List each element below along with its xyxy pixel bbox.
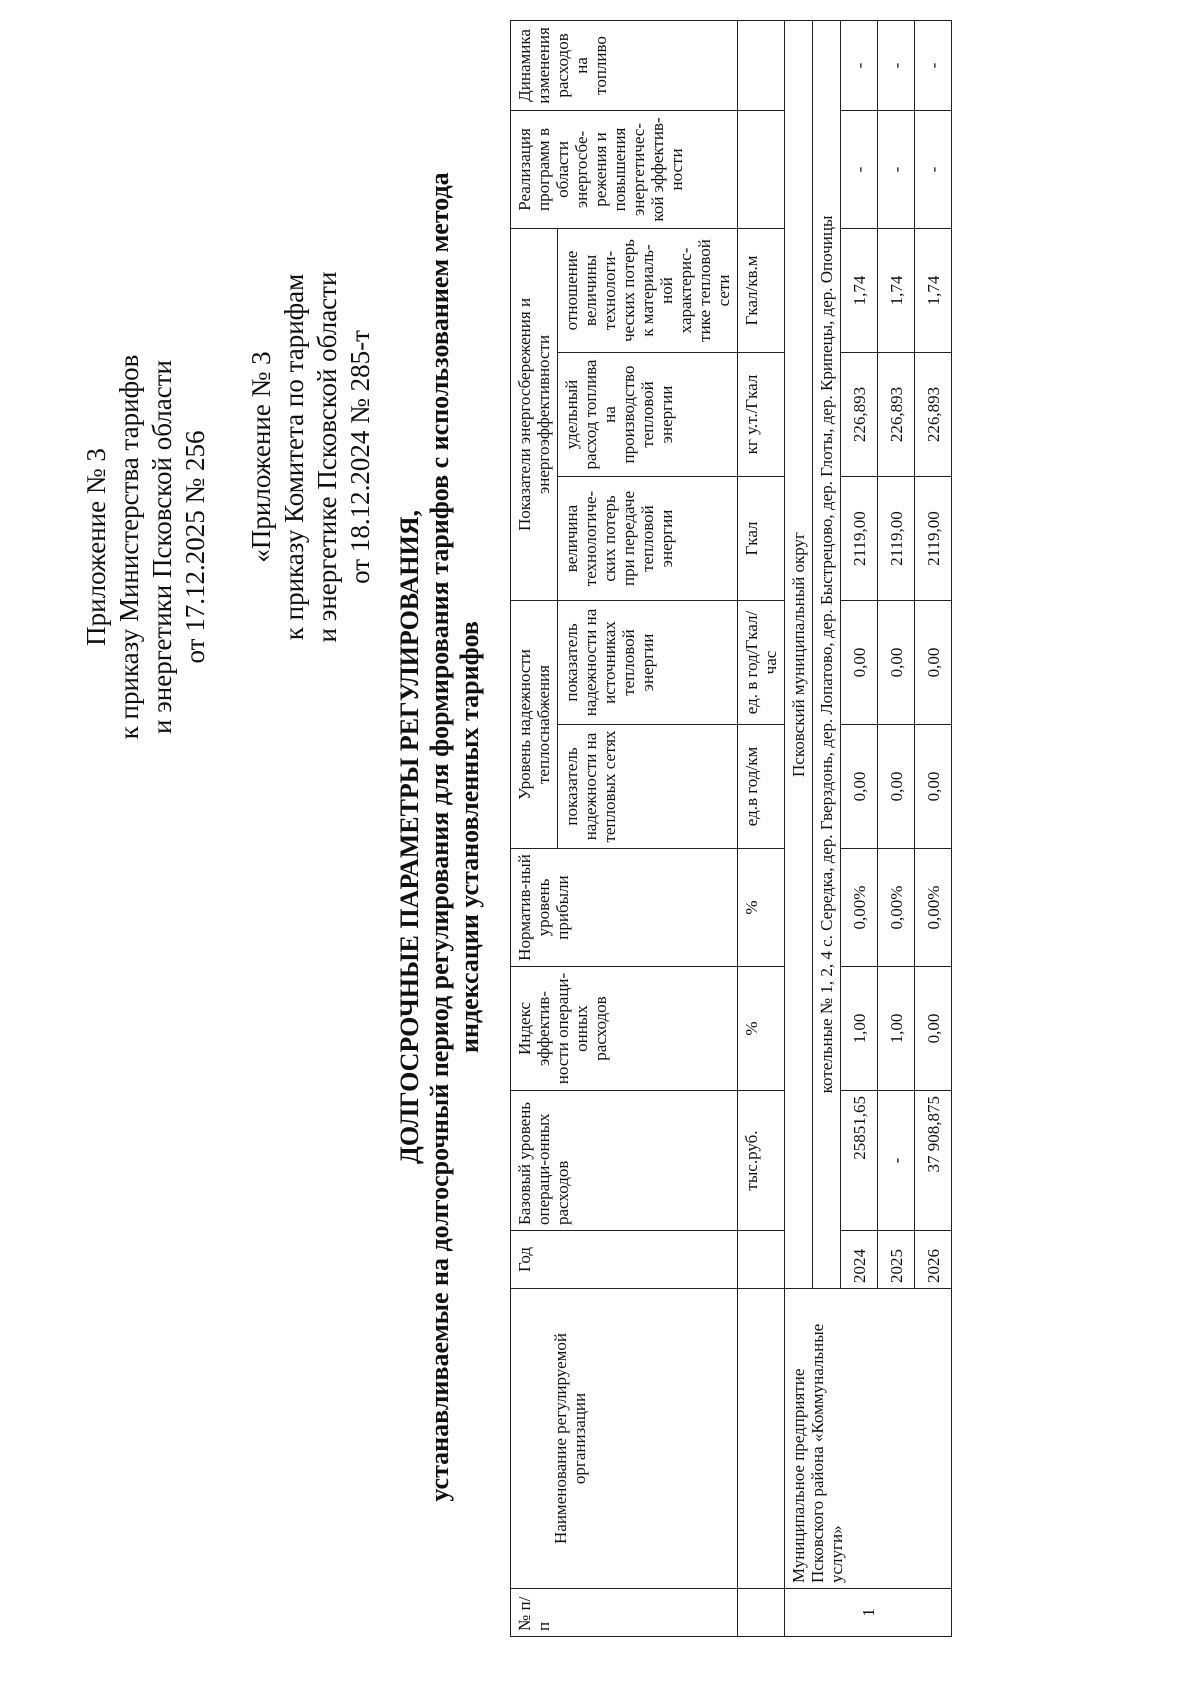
units-row <box>738 20 785 1636</box>
header-loss-ratio: отношение величины технологи-ческих потерь к материаль-ной характерис-тике тепловой сети <box>558 228 738 352</box>
header-reliability-group: Уровень надежности теплоснабжения <box>511 601 558 849</box>
header-line: от 18.12.2024 № 285-т <box>345 330 375 584</box>
cell-eff-index: 0,00 <box>915 967 952 1091</box>
cell-eff-index: 1,00 <box>878 967 915 1091</box>
header-fuel-rate: удельный расход топлива на производство тепловой энергии <box>558 353 738 477</box>
header-eff-index: Индекс эффектив-ности операци-онных расходов <box>511 967 738 1091</box>
header-programs: Реализация программ в области энергосбе-режения и повышения энергетичес-кой эффектив-ности <box>511 110 738 228</box>
cell-rel-sources: 0,00 <box>841 601 878 725</box>
cell-year: 2024 <box>841 1231 878 1289</box>
units-empty <box>738 20 785 110</box>
header-num: № п/п <box>511 1589 738 1637</box>
cell-fuel-rate: 226,893 <box>878 353 915 477</box>
title-line: индексации установленных тарифов <box>455 621 484 1053</box>
cell-rel-networks: 0,00 <box>878 725 915 849</box>
units-empty <box>738 1289 785 1589</box>
header-line: к приказу Министерства тарифов <box>114 354 144 740</box>
cell-programs: - <box>915 110 952 228</box>
header-line: от 17.12.2025 № 256 <box>180 430 210 664</box>
header-energy-group: Показатели энергосбережения и энергоэффективности <box>511 228 558 600</box>
header-rel-sources: показатель надежности на источниках тепловой энергии <box>558 601 738 725</box>
cell-losses: 2119,00 <box>841 477 878 601</box>
cell-eff-index: 1,00 <box>841 967 878 1091</box>
cell-loss-ratio: 1,74 <box>841 228 878 352</box>
cell-programs: - <box>841 110 878 228</box>
cell-profit: 0,00% <box>915 849 952 967</box>
organization-name: Муниципальное предприятие Псковского района «Коммунальные услуги» <box>785 1289 952 1589</box>
header-fuel-dynamics: Динамика изменения расходов на топливо <box>511 20 738 110</box>
cell-fuel-dynamics: - <box>878 20 915 110</box>
header-rel-networks: показатель надежности на тепловых сетях <box>558 725 738 849</box>
title-line: ДОЛГОСРОЧНЫЕ ПАРАМЕТРЫ РЕГУЛИРОВАНИЯ, <box>395 509 424 1165</box>
district-name: Псковский муниципальный округ <box>785 20 813 1288</box>
unit-base-opex: тыс.руб. <box>738 1091 785 1231</box>
cell-fuel-dynamics: - <box>841 20 878 110</box>
cell-loss-ratio: 1,74 <box>915 228 952 352</box>
header-losses: величина технологиче-ских потерь при передаче тепловой энергии <box>558 477 738 601</box>
cell-fuel-rate: 226,893 <box>915 353 952 477</box>
cell-rel-networks: 0,00 <box>841 725 878 849</box>
cell-year: 2026 <box>915 1231 952 1289</box>
unit-rel-sources: ед. в год/Гкал/час <box>738 601 785 725</box>
cell-base-opex: 25851,65 <box>841 1091 878 1231</box>
unit-loss-ratio: Гкал/кв.м <box>738 228 785 352</box>
cell-rel-networks: 0,00 <box>915 725 952 849</box>
order-header-previous <box>245 177 377 737</box>
header-year: Год <box>511 1231 738 1289</box>
row-number: 1 <box>785 1589 952 1637</box>
cell-rel-sources: 0,00 <box>915 601 952 725</box>
cell-rel-sources: 0,00 <box>878 601 915 725</box>
unit-losses: Гкал <box>738 477 785 601</box>
cell-fuel-dynamics: - <box>915 20 952 110</box>
units-empty <box>738 1231 785 1289</box>
header-org: Наименование регулируемой организации <box>511 1289 738 1589</box>
units-empty <box>738 110 785 228</box>
header-line: Приложение № 3 <box>81 448 111 646</box>
cell-year: 2025 <box>878 1231 915 1289</box>
header-line: и энергетики Псковской области <box>147 360 177 734</box>
cell-programs: - <box>878 110 915 228</box>
district-row <box>785 20 813 1636</box>
cell-base-opex: 37 908,875 <box>915 1091 952 1231</box>
cell-profit: 0,00% <box>841 849 878 967</box>
unit-eff-index: % <box>738 967 785 1091</box>
document-title <box>395 127 485 1547</box>
header-row <box>511 20 558 1636</box>
unit-rel-networks: ед.в год/км <box>738 725 785 849</box>
units-empty <box>738 1589 785 1637</box>
cell-losses: 2119,00 <box>878 477 915 601</box>
regulation-parameters-table <box>510 20 952 1637</box>
cell-profit: 0,00% <box>878 849 915 967</box>
header-profit: Норматив-ный уровень прибыли <box>511 849 738 967</box>
header-line: «Приложение № 3 <box>246 351 276 563</box>
boilers-list: котельные № 1, 2, 4 с. Середка, дер. Гверздонь, дер. Лопатово, дер. Быстрецово, дер. Глоты, дер. Крипецы, дер. Опочицы <box>813 20 841 1288</box>
header-base-opex: Базовый уровень операци-онных расходов <box>511 1091 738 1231</box>
unit-fuel-rate: кг у.т./Гкал <box>738 353 785 477</box>
cell-losses: 2119,00 <box>915 477 952 601</box>
cell-loss-ratio: 1,74 <box>878 228 915 352</box>
order-header-current <box>80 297 212 797</box>
unit-profit: % <box>738 849 785 967</box>
header-line: и энергетике Псковской области <box>312 271 342 643</box>
cell-fuel-rate: 226,893 <box>841 353 878 477</box>
header-line: к приказу Комитета по тарифам <box>279 273 309 641</box>
cell-base-opex: - <box>878 1091 915 1231</box>
title-line: устанавливаемые на долгосрочный период регулирования для формирования тарифов с использованием метода <box>425 172 454 1502</box>
